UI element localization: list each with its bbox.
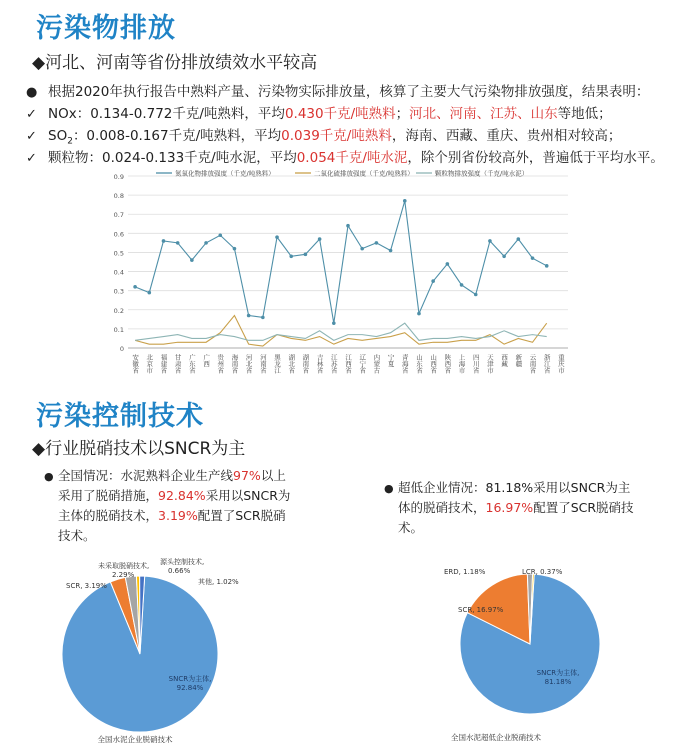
nox-data-point (247, 314, 251, 318)
legend-label: 颗粒物排放强度（千克/吨水泥） (435, 169, 529, 178)
pm-series-line (135, 323, 547, 340)
x-tick-label: 海南省 (230, 354, 239, 374)
pm-text: 颗粒物：0.024-0.133千克/吨水泥，平均 (48, 150, 297, 166)
x-tick-label: 黑龙江 (273, 354, 282, 374)
slice-percent: 92.84% (176, 684, 204, 692)
section-title-control: 污染控制技术 (36, 401, 204, 432)
national-a: 全国情况：水泥熟料企业生产线 (58, 468, 234, 483)
check-icon: ✓ (26, 129, 37, 144)
nox-sep: ； (395, 106, 410, 122)
bullet-icon: ● (26, 85, 38, 100)
x-tick-label: 宁夏 (386, 354, 395, 367)
pie-title: 全国水泥超低企业脱硝技术 (451, 733, 541, 742)
nox-data-point (545, 264, 549, 268)
nox-series-line (135, 201, 547, 323)
nox-data-point (176, 241, 180, 245)
x-tick-label: 上海市 (457, 354, 466, 374)
nox-data-point (233, 247, 237, 251)
nox-data-point (332, 321, 336, 325)
x-tick-label: 江苏省 (329, 354, 338, 374)
x-tick-label: 山东省 (414, 354, 423, 374)
x-tick-label: 广西 (202, 354, 211, 367)
y-tick-label: 0.3 (113, 287, 124, 296)
ultralow-summary (398, 478, 638, 538)
diamond-icon: ◆ (32, 53, 46, 73)
y-tick-label: 0.7 (113, 211, 124, 220)
slice-percent: 0.66% (168, 567, 191, 575)
slice-label: SNCR为主体, (536, 669, 580, 677)
x-tick-label: 山西省 (429, 354, 438, 374)
x-tick-label: 青海省 (400, 354, 409, 374)
nox-provinces: 河北、河南、江苏、山东 (409, 106, 558, 122)
so2-average: 0.039千克/吨熟料 (281, 128, 392, 144)
pm-average: 0.054千克/吨水泥 (296, 150, 408, 166)
so2-subscript: 2 (67, 136, 73, 147)
diamond-icon: ◆ (32, 439, 46, 459)
slice-percent: 81.18% (544, 678, 572, 686)
slice-label: SCR, 3.19% (66, 582, 107, 590)
nox-data-point (431, 279, 435, 283)
intro-line: 根据2020年执行报告中熟料产量、污染物实际排放量，核算了主要大气污染物排放强度，结果表明： (48, 84, 650, 100)
section-title-emissions: 污染物排放 (36, 13, 176, 44)
so2-label: SO (48, 128, 68, 144)
x-tick-label: 河南省 (258, 354, 267, 374)
nox-data-point (531, 256, 535, 260)
national-c: 采用以SNCR为主体的脱硝技术， (58, 488, 291, 523)
y-tick-label: 0.9 (113, 173, 124, 181)
slice-label: SCR, 16.97% (458, 606, 504, 614)
check-icon: ✓ (26, 107, 37, 122)
legend-label: 氮氧化物排放强度（千克/吨熟料） (175, 169, 275, 178)
y-tick-label: 0.6 (113, 230, 124, 239)
legend-label: 二氧化硫排放强度（千克/吨熟料） (314, 169, 414, 178)
bullet-icon: ● (384, 482, 394, 495)
y-tick-label: 0.5 (113, 249, 124, 258)
nox-data-point (162, 239, 166, 243)
slice-label: 其他, 1.02% (198, 578, 239, 586)
y-tick-label: 0.4 (113, 268, 124, 277)
y-tick-label: 0.8 (113, 192, 124, 201)
nox-data-point (289, 254, 293, 258)
nox-post: 等地低； (557, 106, 612, 122)
slice-label: SNCR为主体, (168, 675, 212, 683)
nox-data-point (218, 233, 222, 237)
ultralow-b: 配置了SCR脱硝技术。 (398, 500, 634, 535)
bullet-icon: ● (44, 470, 54, 483)
x-tick-label: 安徽省 (131, 354, 140, 374)
x-tick-label: 甘肃省 (173, 354, 182, 374)
x-tick-label: 广东省 (187, 354, 196, 374)
national-d: 配置了SCR脱硝技术。 (58, 508, 286, 543)
nox-average: 0.430千克/吨熟料 (284, 106, 396, 122)
nox-data-point (304, 253, 308, 257)
nox-data-point (403, 199, 407, 203)
ultralow-denox-pie-chart (430, 560, 640, 746)
nox-data-point (261, 316, 265, 320)
subtitle-text: 行业脱硝技术以SNCR为主 (45, 439, 246, 459)
intro-text (26, 80, 649, 100)
nox-text: NOx：0.134-0.772千克/吨熟料，平均 (48, 106, 285, 122)
x-tick-label: 江西省 (344, 354, 352, 374)
nox-data-point (488, 239, 492, 243)
pm-post: ，除个别省份较高外，普遍低于平均水平。 (407, 150, 664, 166)
pie-title: 全国水泥企业脱硝技术 (97, 735, 173, 744)
x-tick-label: 新疆 (514, 354, 523, 367)
slice-percent: 2.29% (112, 571, 135, 579)
national-pct-scr: 3.19% (158, 508, 198, 523)
national-pct-sncr: 92.84% (158, 488, 206, 503)
x-tick-label: 重庆市 (556, 354, 565, 374)
slice-label: ERD, 1.18% (444, 568, 486, 576)
so2-post: ，海南、西藏、重庆、贵州相对较高； (391, 128, 622, 144)
ultralow-a: 超低企业情况：81.18%采用以SNCR为主体的脱硝技术， (398, 480, 631, 515)
x-tick-label: 内蒙古 (372, 354, 381, 374)
so2-series-line (135, 316, 547, 347)
y-tick-label: 0 (119, 345, 124, 353)
emission-intensity-line-chart (100, 164, 570, 384)
nox-data-point (360, 247, 364, 251)
nox-data-point (318, 237, 322, 241)
so2-line (26, 124, 621, 147)
x-tick-label: 贵州省 (216, 354, 225, 374)
national-denox-pie-chart (40, 556, 270, 746)
slice-label: LCR, 0.37% (522, 568, 563, 576)
nox-data-point (190, 258, 194, 262)
subtitle-text: 河北、河南等省份排放绩效水平较高 (45, 53, 318, 73)
section-subtitle-emissions (32, 48, 317, 73)
x-tick-label: 陕西省 (443, 354, 452, 374)
so2-text: ：0.008-0.167千克/吨熟料，平均 (72, 128, 282, 144)
national-summary (58, 466, 298, 546)
nox-data-point (133, 285, 137, 289)
y-tick-label: 0.2 (113, 306, 124, 315)
x-tick-label: 云南省 (528, 354, 537, 374)
nox-data-point (147, 291, 151, 295)
nox-data-point (460, 283, 464, 287)
x-tick-label: 河北省 (244, 354, 253, 374)
x-tick-label: 吉林省 (315, 354, 324, 374)
section-subtitle-control (32, 434, 245, 459)
pm-line (26, 146, 664, 166)
x-tick-label: 西藏 (500, 354, 509, 367)
x-tick-label: 辽宁省 (358, 354, 367, 374)
x-tick-label: 浙江省 (542, 354, 551, 374)
x-tick-label: 四川省 (471, 354, 480, 374)
nox-data-point (375, 241, 379, 245)
y-tick-label: 0.1 (113, 325, 124, 334)
x-tick-label: 北京市 (145, 354, 154, 374)
ultralow-pct-scr: 16.97% (485, 500, 534, 515)
national-b: 以上采用了脱硝措施， (58, 468, 286, 503)
nox-data-point (417, 312, 421, 316)
slice-label: 未采取脱硝技术, (98, 562, 150, 570)
x-tick-label: 福建省 (159, 354, 168, 374)
check-icon: ✓ (26, 151, 37, 166)
nox-data-point (517, 237, 521, 241)
nox-data-point (474, 293, 478, 297)
nox-data-point (389, 249, 393, 253)
nox-data-point (446, 262, 450, 266)
nox-line (26, 102, 612, 122)
nox-data-point (204, 241, 208, 245)
x-tick-label: 天津市 (485, 354, 494, 374)
nox-data-point (346, 224, 350, 228)
nox-data-point (502, 254, 506, 258)
nox-data-point (275, 235, 279, 239)
slice-label: 源头控制技术, (160, 558, 205, 566)
x-tick-label: 湖南省 (301, 354, 310, 374)
x-tick-label: 湖北省 (287, 354, 296, 374)
national-pct-97: 97% (233, 468, 261, 483)
